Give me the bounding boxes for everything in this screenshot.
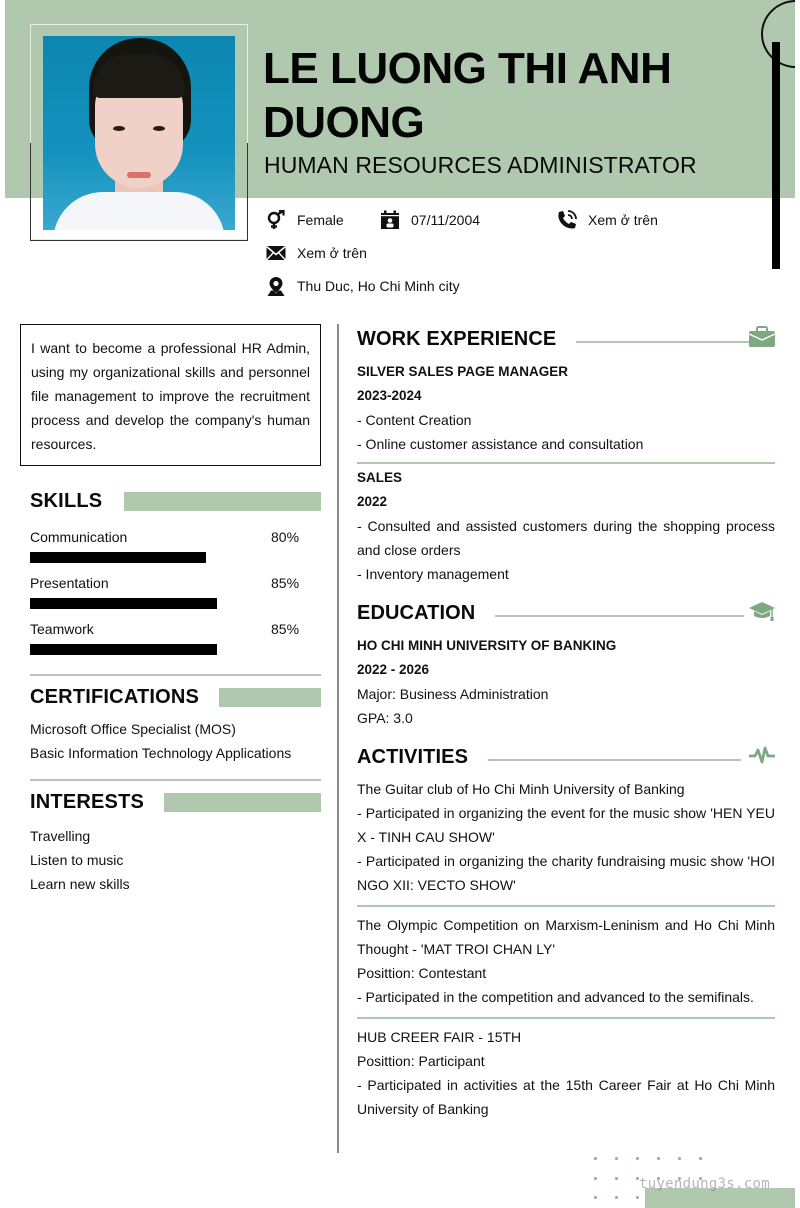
phone-value: Xem ở trên xyxy=(588,212,658,228)
skills-heading: SKILLS xyxy=(30,490,103,512)
heading-line xyxy=(488,759,741,761)
entry-divider xyxy=(357,1017,775,1019)
skill-label: Presentation xyxy=(30,575,109,591)
job-bullet: - Content Creation xyxy=(357,412,472,428)
job-title: HUMAN RESOURCES ADMINISTRATOR xyxy=(264,152,697,178)
school-name: HO CHI MINH UNIVERSITY OF BANKING xyxy=(357,638,617,653)
career-objective: I want to become a professional HR Admin, using my organizational skills and personnel file management to improve the recruitment process and develop the company's human resources. xyxy=(20,324,321,466)
certification-item: Microsoft Office Specialist (MOS) xyxy=(30,721,236,737)
watermark: tuyendung3s.com xyxy=(639,1176,770,1192)
skill-percent: 85% xyxy=(271,575,300,591)
job-bullet: - Online customer assistance and consultation xyxy=(357,436,644,452)
activity-line: Posittion: Participant xyxy=(357,1053,485,1069)
skill-bar xyxy=(30,552,206,563)
education-major: Major: Business Administration xyxy=(357,686,549,702)
job-period: 2023-2024 xyxy=(357,388,422,403)
pulse-icon xyxy=(749,745,775,770)
certification-item: Basic Information Technology Applications xyxy=(30,745,292,761)
heading-line xyxy=(495,615,744,617)
interests-heading: INTERESTS xyxy=(30,791,145,813)
job-position: SALES xyxy=(357,470,403,485)
contact-email xyxy=(265,243,367,263)
activity-line: - Participated in organizing the charity fundraising music show 'HOI NGO XII: VECTO SHOW' xyxy=(357,853,775,893)
envelope-icon xyxy=(265,243,287,263)
column-divider xyxy=(337,324,339,1153)
activity-title: The Guitar club of Ho Chi Minh University of Banking xyxy=(357,781,685,797)
calendar-icon xyxy=(379,210,401,230)
education-section xyxy=(357,598,775,730)
job-period: 2022 xyxy=(357,494,388,509)
graduation-cap-icon xyxy=(749,600,775,627)
activity-line: - Participated in activities at the 15th Career Fair at Ho Chi Minh University of Banking xyxy=(357,1077,775,1117)
gender-value: Female xyxy=(297,212,344,228)
phone-icon xyxy=(556,210,578,230)
skills-section xyxy=(30,490,321,667)
decorative-vertical-bar xyxy=(772,42,780,269)
skills-heading-bar xyxy=(124,492,321,511)
profile-photo xyxy=(43,36,235,230)
certifications-heading: CERTIFICATIONS xyxy=(30,686,200,708)
skill-item xyxy=(30,621,321,667)
contact-gender xyxy=(265,210,344,230)
interests-heading-bar xyxy=(164,793,321,812)
skill-bar xyxy=(30,598,217,609)
activities-heading: ACTIVITIES xyxy=(357,745,469,768)
skill-percent: 80% xyxy=(271,529,300,545)
certifications-heading-bar xyxy=(219,688,321,707)
skill-label: Communication xyxy=(30,529,128,545)
work-experience-section xyxy=(357,324,775,586)
entry-divider xyxy=(357,905,775,907)
contact-address xyxy=(265,276,460,296)
job-bullet: - Inventory management xyxy=(357,566,509,582)
heading-line xyxy=(576,341,754,343)
section-divider xyxy=(30,779,321,781)
certifications-section xyxy=(30,674,321,765)
activity-line: - Participated in organizing the event for the music show 'HEN YEU X - TINH CAU SHOW' xyxy=(357,805,775,845)
skill-label: Teamwork xyxy=(30,621,94,637)
activity-line: - Participated in the competition and advanced to the semifinals. xyxy=(357,989,754,1005)
job-position: SILVER SALES PAGE MANAGER xyxy=(357,364,569,379)
education-heading: EDUCATION xyxy=(357,601,476,624)
contact-phone xyxy=(556,210,658,230)
contact-birthday xyxy=(379,210,480,230)
activity-line: Posittion: Contestant xyxy=(357,965,487,981)
interests-section xyxy=(30,779,321,896)
activity-title: HUB CREER FAIR - 15TH xyxy=(357,1029,522,1045)
interest-item: Travelling xyxy=(30,828,91,844)
activities-section xyxy=(357,742,775,1121)
activity-title: The Olympic Competition on Marxism-Leninism and Ho Chi Minh Thought - 'MAT TROI CHAN LY' xyxy=(357,917,775,957)
interest-item: Listen to music xyxy=(30,852,124,868)
education-gpa: GPA: 3.0 xyxy=(357,710,413,726)
address-value: Thu Duc, Ho Chi Minh city xyxy=(297,278,460,294)
interest-item: Learn new skills xyxy=(30,876,130,892)
skill-bar xyxy=(30,644,217,655)
email-value: Xem ở trên xyxy=(297,245,367,261)
map-pin-icon xyxy=(265,276,287,296)
gender-icon xyxy=(265,210,287,230)
job-bullet: - Consulted and assisted customers during the shopping process and close orders xyxy=(357,518,775,558)
skill-item xyxy=(30,529,321,575)
skill-item xyxy=(30,575,321,621)
candidate-name: LE LUONG THI ANH DUONG xyxy=(263,44,672,147)
work-experience-heading: WORK EXPERIENCE xyxy=(357,327,557,350)
section-divider xyxy=(30,674,321,676)
briefcase-icon xyxy=(749,326,775,353)
entry-divider xyxy=(357,462,775,464)
education-period: 2022 - 2026 xyxy=(357,662,430,677)
skill-percent: 85% xyxy=(271,621,300,637)
birthday-value: 07/11/2004 xyxy=(411,212,481,228)
